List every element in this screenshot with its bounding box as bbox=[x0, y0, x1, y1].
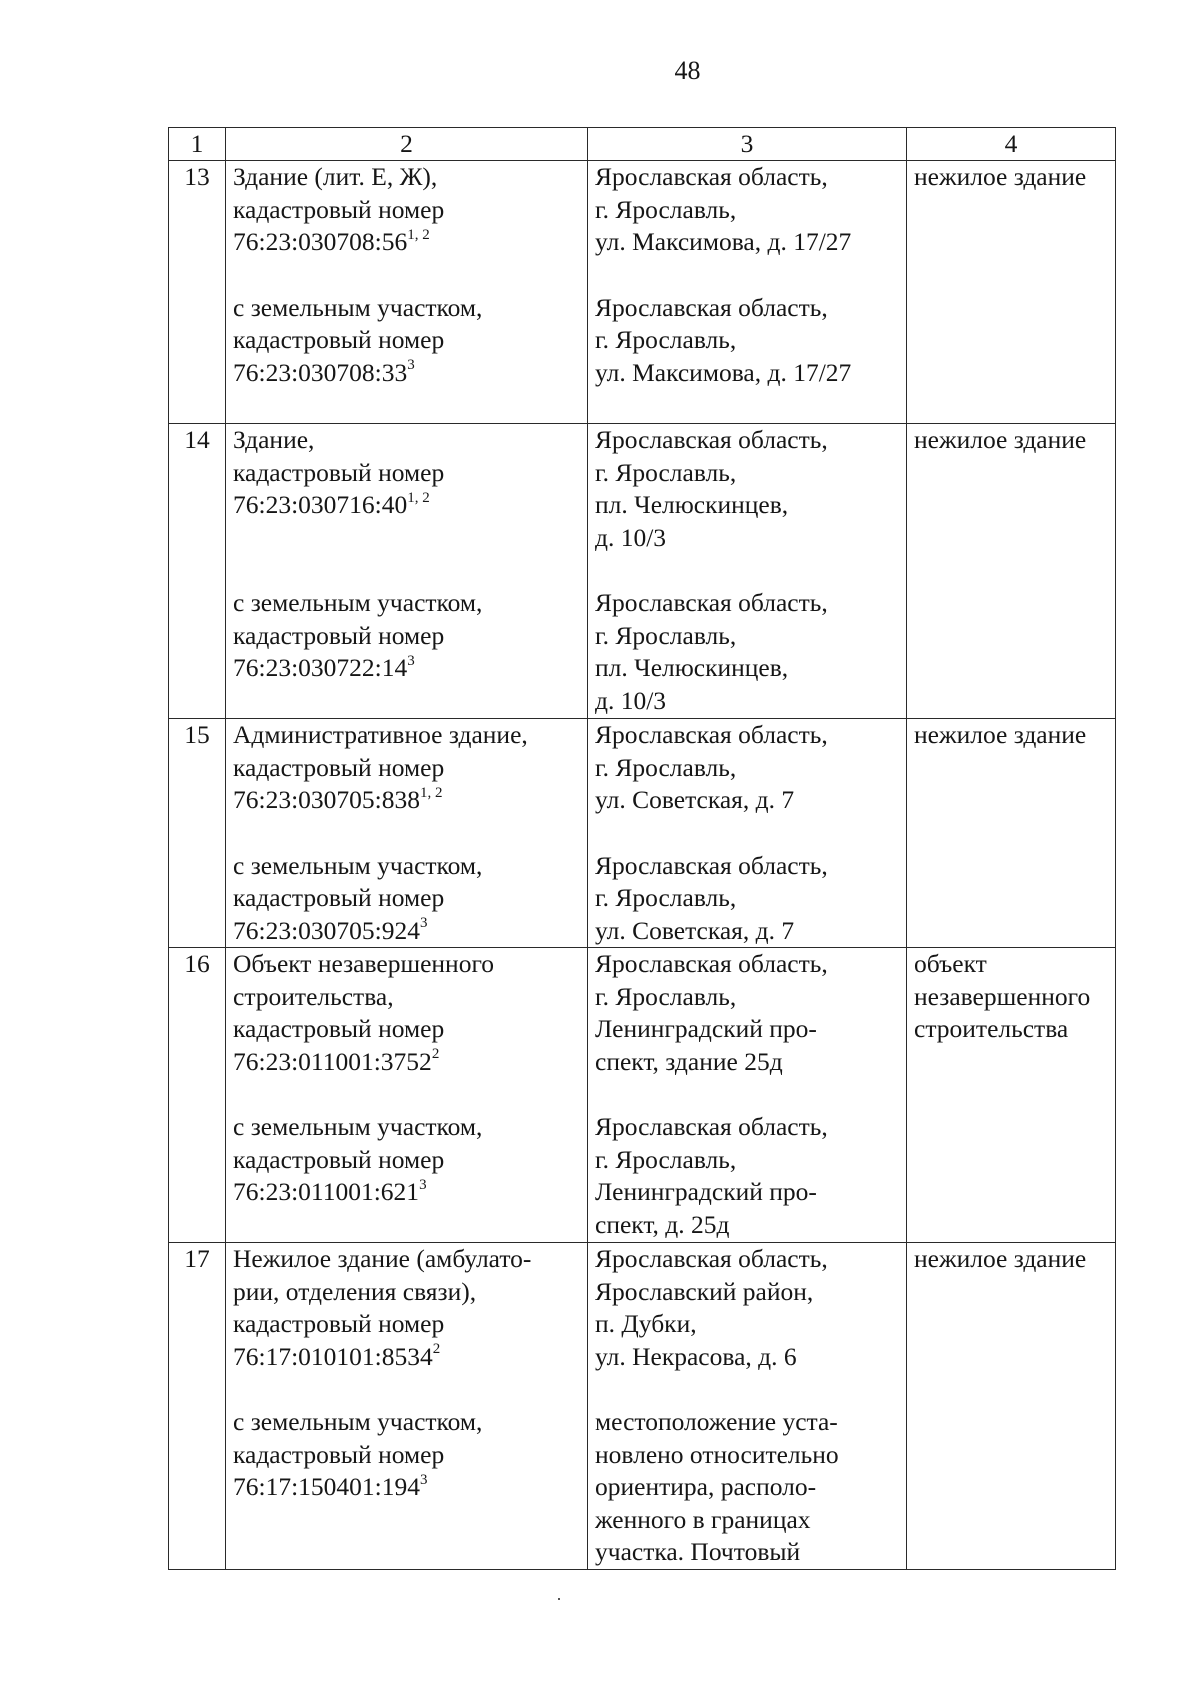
object-main-text: Объект незавершенного строительства, кадастровый номер 76:23:011001:3752 bbox=[233, 949, 495, 1076]
footnote-ref: 2 bbox=[432, 1341, 441, 1357]
object-main-text: Здание, кадастровый номер 76:23:030716:40 bbox=[233, 425, 445, 519]
object-cell bbox=[226, 424, 588, 719]
object-land bbox=[233, 1111, 580, 1209]
object-land-text: с земельным участком, кадастровый номер 76:23:011001:621 bbox=[233, 1112, 483, 1206]
footnote-ref: 1, 2 bbox=[420, 784, 443, 801]
address-land: Ярославская область, г. Ярославль, ул. Советская, д. 7 bbox=[595, 850, 828, 945]
object-main bbox=[233, 719, 580, 817]
row-number: 17 bbox=[169, 1243, 226, 1570]
property-table bbox=[168, 127, 1116, 1570]
object-land-text: с земельным участком, кадастровый номер 76:23:030708:33 bbox=[233, 292, 483, 387]
object-main bbox=[233, 1243, 580, 1373]
header-col-2: 2 bbox=[226, 128, 588, 161]
address-main: Ярославская область, г. Ярославль, ул. Максимова, д. 17/27 bbox=[595, 162, 852, 256]
type-cell: нежилое здание bbox=[907, 1243, 1116, 1570]
address-land: Ярославская область, г. Ярославль, Ленинградский про- спект, д. 25д bbox=[595, 1112, 828, 1239]
object-main bbox=[233, 424, 580, 554]
object-land bbox=[233, 587, 580, 685]
footnote-ref: 3 bbox=[407, 652, 415, 669]
address-cell bbox=[588, 1243, 907, 1570]
row-number: 16 bbox=[169, 948, 226, 1243]
object-land bbox=[233, 850, 580, 948]
table-row bbox=[169, 719, 1116, 948]
footnote-ref: 3 bbox=[419, 1176, 427, 1193]
type-cell: объект незавершенного строительства bbox=[907, 948, 1116, 1243]
object-land-text: с земельным участком, кадастровый номер 76:17:150401:194 bbox=[233, 1407, 483, 1501]
header-col-4: 4 bbox=[907, 128, 1116, 161]
object-cell bbox=[226, 948, 588, 1243]
object-land bbox=[233, 1406, 580, 1504]
row-number: 14 bbox=[169, 424, 226, 719]
address-cell bbox=[588, 161, 907, 424]
address-main: Ярославская область, Ярославский район, п. Дубки, ул. Некрасова, д. 6 bbox=[595, 1244, 828, 1371]
footnote-ref: 1, 2 bbox=[407, 226, 430, 243]
object-main-text: Нежилое здание (амбулато- рии, отделения связи), кадастровый номер 76:17:010101:8534 bbox=[233, 1244, 532, 1371]
scan-speck bbox=[558, 1598, 560, 1600]
object-land bbox=[233, 292, 580, 390]
header-col-3: 3 bbox=[588, 128, 907, 161]
address-land: Ярославская область, г. Ярославль, пл. Челюскинцев, д. 10/3 bbox=[595, 588, 828, 715]
object-main-text: Здание (лит. Е, Ж), кадастровый номер 76:23:030708:56 bbox=[233, 162, 445, 256]
table-row bbox=[169, 161, 1116, 424]
table-row bbox=[169, 424, 1116, 719]
object-main-text: Административное здание, кадастровый номер 76:23:030705:838 bbox=[233, 720, 528, 814]
type-cell: нежилое здание bbox=[907, 719, 1116, 948]
address-main: Ярославская область, г. Ярославль, Ленинградский про- спект, здание 25д bbox=[595, 949, 828, 1076]
table-row bbox=[169, 1243, 1116, 1570]
address-land: местоположение уста- новлено относительно ориентира, располо- женного в границах участка. Почтовый bbox=[595, 1407, 839, 1566]
address-land: Ярославская область, г. Ярославль, ул. Максимова, д. 17/27 bbox=[595, 292, 852, 387]
address-main: Ярославская область, г. Ярославль, ул. Советская, д. 7 bbox=[595, 720, 828, 814]
type-cell: нежилое здание bbox=[907, 161, 1116, 424]
object-main bbox=[233, 948, 580, 1078]
address-main: Ярославская область, г. Ярославль, пл. Челюскинцев, д. 10/3 bbox=[595, 425, 828, 552]
footnote-ref: 3 bbox=[420, 915, 428, 931]
address-cell bbox=[588, 948, 907, 1243]
type-cell: нежилое здание bbox=[907, 424, 1116, 719]
table-row bbox=[169, 948, 1116, 1243]
object-cell bbox=[226, 161, 588, 424]
object-land-text: с земельным участком, кадастровый номер 76:23:030705:924 bbox=[233, 850, 483, 945]
page-number: 48 bbox=[674, 56, 701, 85]
row-number: 13 bbox=[169, 161, 226, 424]
footnote-ref: 2 bbox=[431, 1046, 440, 1062]
object-cell bbox=[226, 719, 588, 948]
footnote-ref: 3 bbox=[407, 357, 415, 373]
address-cell bbox=[588, 719, 907, 948]
header-row bbox=[169, 128, 1116, 161]
header-col-1: 1 bbox=[169, 128, 226, 161]
footnote-ref: 1, 2 bbox=[407, 489, 430, 506]
row-number: 15 bbox=[169, 719, 226, 948]
footnote-ref: 3 bbox=[420, 1471, 428, 1488]
object-main bbox=[233, 161, 580, 259]
object-cell bbox=[226, 1243, 588, 1570]
address-cell bbox=[588, 424, 907, 719]
object-land-text: с земельным участком, кадастровый номер 76:23:030722:14 bbox=[233, 588, 483, 682]
